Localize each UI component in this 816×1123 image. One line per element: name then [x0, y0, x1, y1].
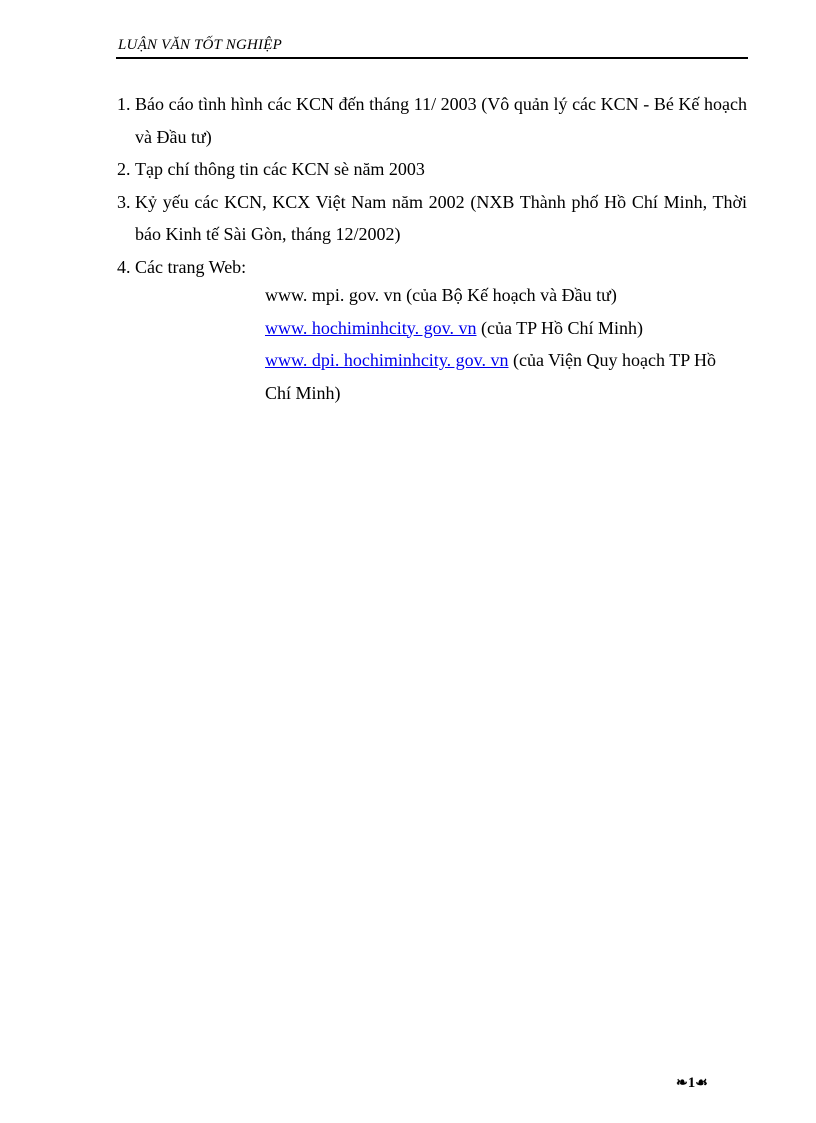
reference-text: Tạp chí thông tin các KCN sè năm 2003 — [135, 159, 425, 179]
page-number: 1 — [687, 1075, 696, 1091]
website-url-text: www. mpi. gov. vn — [265, 285, 402, 305]
header-title: LUẬN VĂN TỐT NGHIỆP — [118, 37, 282, 53]
reference-text: Kỷ yếu các KCN, KCX Việt Nam năm 2002 (NXB Thành phố Hồ Chí Minh, Thời báo Kinh tế Sài Gòn, tháng 12/2002) — [135, 191, 747, 244]
reference-item — [117, 153, 747, 186]
reference-number: 2. — [117, 159, 131, 179]
page-header — [116, 36, 748, 59]
website-description: (của Viện Quy hoạch TP Hồ Chí Minh) — [265, 350, 717, 403]
website-link-hochiminhcity[interactable]: www. hochiminhcity. gov. vn — [265, 317, 477, 338]
website-description: (của TP Hồ Chí Minh) — [476, 317, 643, 338]
page-footer — [676, 1074, 708, 1093]
website-description: (của Bộ Kế hoạch và Đầu tư) — [401, 285, 617, 305]
website-list — [265, 279, 743, 409]
ornament-left-icon: ❧ — [676, 1076, 688, 1091]
website-item — [265, 312, 743, 345]
website-link-dpi-hochiminhcity[interactable]: www. dpi. hochiminhcity. gov. vn — [265, 350, 509, 370]
reference-list — [117, 88, 747, 283]
website-item — [265, 279, 743, 312]
reference-number: 3. — [117, 191, 131, 212]
reference-item — [117, 88, 747, 153]
reference-item — [117, 186, 747, 251]
reference-number: 4. — [117, 256, 131, 277]
website-item — [265, 344, 743, 409]
reference-number: 1. — [117, 94, 131, 114]
reference-text: Báo cáo tình hình các KCN đến tháng 11/ 2003 (Vô quản lý các KCN - Bé Kế hoạch và Đầu tư) — [135, 94, 747, 147]
reference-text: Các trang Web: — [135, 256, 247, 277]
ornament-right-icon: ☙ — [695, 1076, 708, 1091]
